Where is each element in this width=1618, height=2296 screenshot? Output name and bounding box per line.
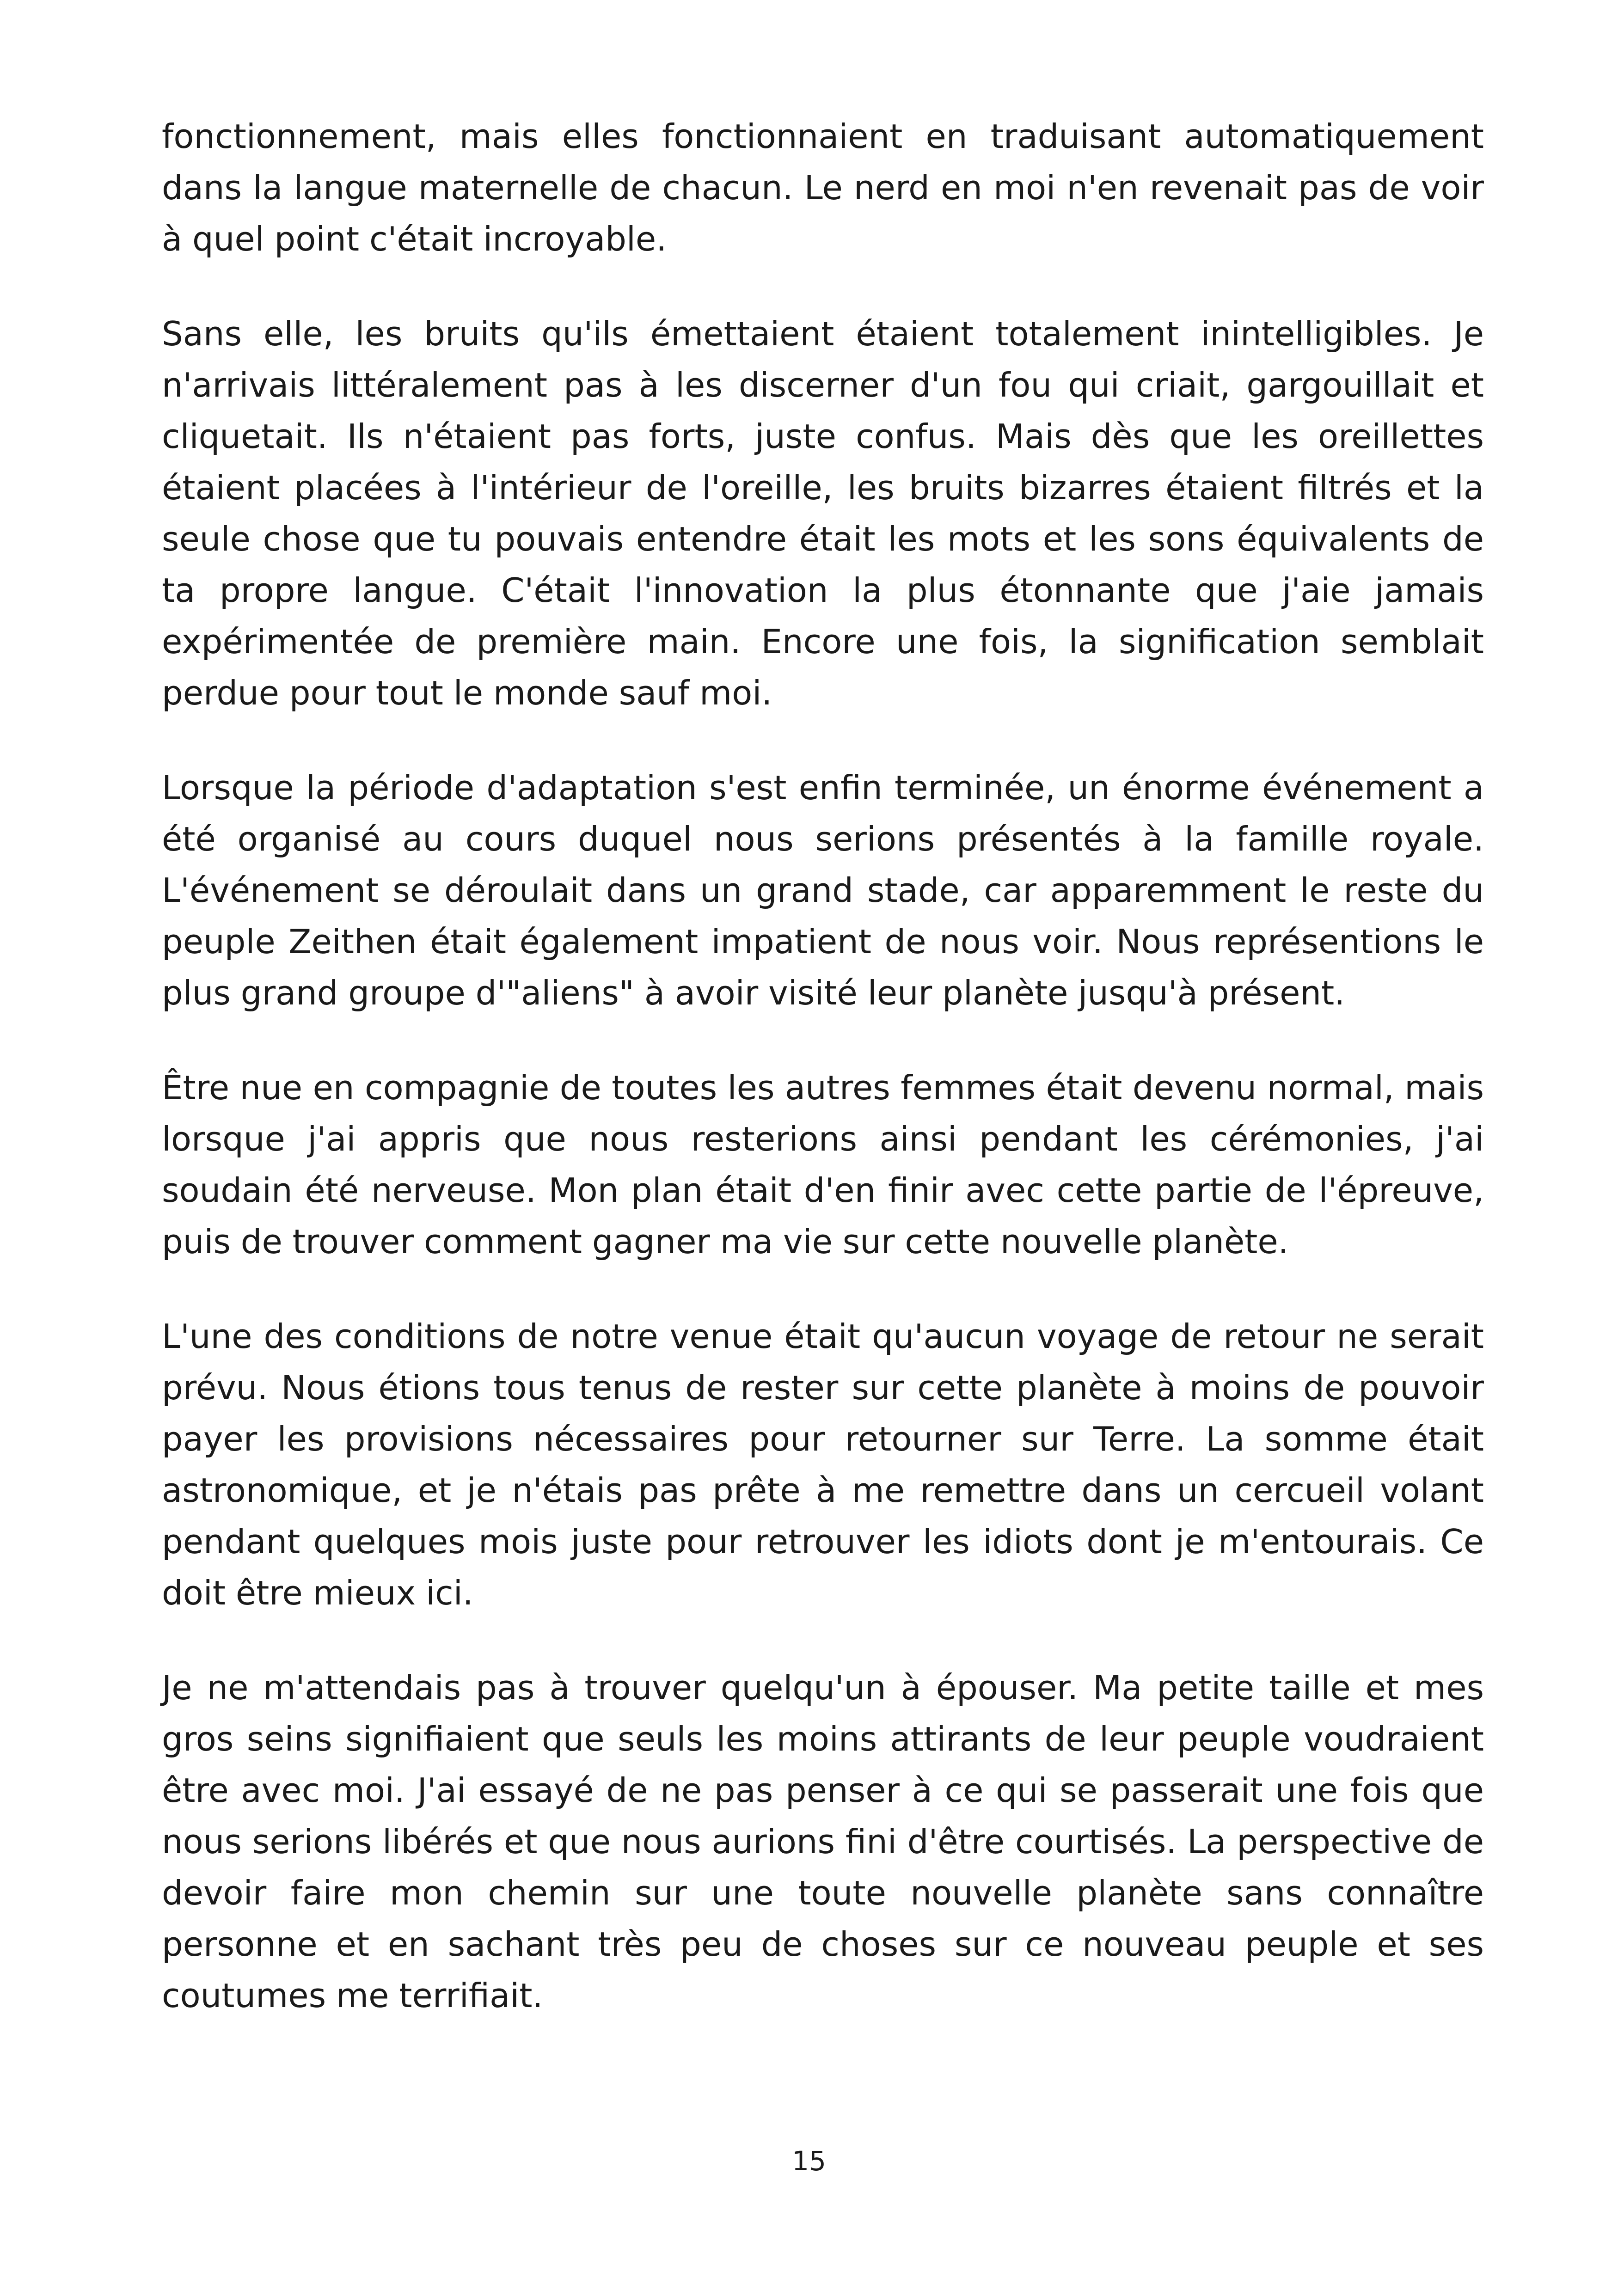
- paragraph-3: Lorsque la période d'adaptation s'est enfin terminée, un énorme événement a été organisé au cours duquel nous serions présentés à la famille royale. L'événement se déroulait dans un grand stade, car apparemment le reste du peuple Zeithen était également impatient de nous voir. Nous représentions le plus grand groupe d'"aliens" à avoir visité leur planète jusqu'à présent.: [162, 768, 1484, 1012]
- paragraph-2: Sans elle, les bruits qu'ils émettaient étaient totalement inintelligibles. Je n'arrivais littéralement pas à les discerner d'un fou qui criait, gargouillait et cliquetait. Ils n'étaient pas forts, juste confus. Mais dès que les oreillettes étaient placées à l'intérieur de l'oreille, les bruits bizarres étaient filtrés et la seule chose que tu pouvais entendre était les mots et les sons équivalents de ta propre langue. C'était l'innovation la plus étonnante que j'aie jamais expérimentée de première main. Encore une fois, la signification semblait perdue pour tout le monde sauf moi.: [162, 314, 1484, 712]
- paragraph-5: L'une des conditions de notre venue était qu'aucun voyage de retour ne serait prévu. Nous étions tous tenus de rester sur cette planète à moins de pouvoir payer les provisions nécessaires pour retourner sur Terre. La somme était astronomique, et je n'étais pas prête à me remettre dans un cercueil volant pendant quelques mois juste pour retrouver les idiots dont je m'entourais. Ce doit être mieux ici.: [162, 1317, 1484, 1612]
- page-number: 15: [792, 2145, 826, 2177]
- paragraph-1: fonctionnement, mais elles fonctionnaient en traduisant automatiquement dans la langue maternelle de chacun. Le nerd en moi n'en revenait pas de voir à quel point c'était incroyable.: [162, 117, 1484, 258]
- body-text: [162, 111, 1484, 2021]
- paragraph-6: Je ne m'attendais pas à trouver quelqu'un à épouser. Ma petite taille et mes gros seins signifiaient que seuls les moins attirants de leur peuple voudraient être avec moi. J'ai essayé de ne pas penser à ce qui se passerait une fois que nous serions libérés et que nous aurions fini d'être courtisés. La perspective de devoir faire mon chemin sur une toute nouvelle planète sans connaître personne et en sachant très peu de choses sur ce nouveau peuple et ses coutumes me terrifiait.: [162, 1668, 1484, 2015]
- paragraph-4: Être nue en compagnie de toutes les autres femmes était devenu normal, mais lorsque j'ai appris que nous resterions ainsi pendant les cérémonies, j'ai soudain été nerveuse. Mon plan était d'en finir avec cette partie de l'épreuve, puis de trouver comment gagner ma vie sur cette nouvelle planète.: [162, 1068, 1484, 1261]
